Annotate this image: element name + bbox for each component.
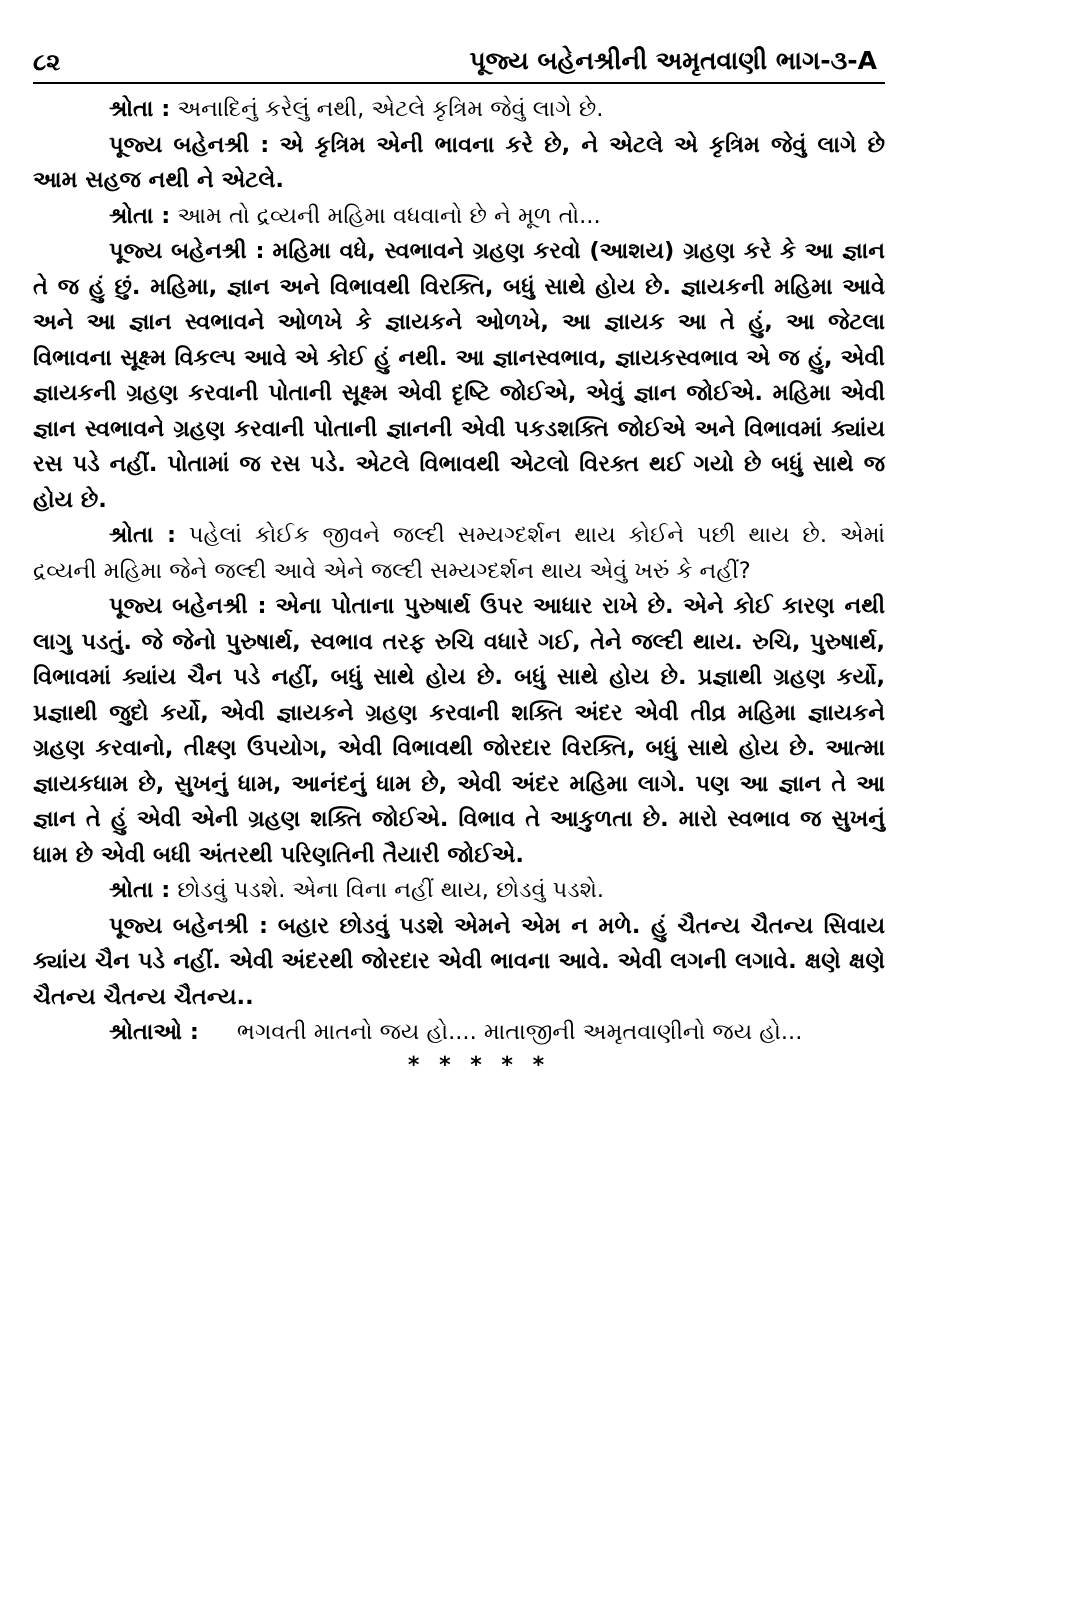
dialogue-text: છોડવું પડશે. એના વિના નહીં થાય, છોડવું પડશે. [177,877,605,903]
dialogue-text: અનાદિનું કરેલું નથી, એટલે કૃત્રિમ જેવું લાગે છે. [177,96,604,122]
page-body [33,92,885,1078]
speaker-label: પૂજ્ય બહેનશ્રી : [109,912,268,939]
dialogue-text: મહિમા વધે, સ્વભાવને ગ્રહણ કરવો (આશય) ગ્રહણ કરે કે આ જ્ઞાન તે જ હું છું. મહિમા, જ્ઞાન અને વિભાવથી વિરક્તિ, બધું સાથે હોય છે. જ્ઞાયકની મહિમા આવે અને આ જ્ઞાન સ્વભાવને ઓળખે કે જ્ઞાયકને ઓળખે, આ જ્ઞાયક આ તે હું, આ જેટલા વિભાવના સૂક્ષ્મ વિકલ્પ આવે એ કોઈ હું નથી. આ જ્ઞાનસ્વભાવ, જ્ઞાયકસ્વભાવ એ જ હું, એવી જ્ઞાયકની ગ્રહણ કરવાની પોતાની સૂક્ષ્મ એવી દૃષ્ટિ જોઈએ, એવું જ્ઞાન જોઈએ. મહિમા એવી જ્ઞાન સ્વભાવને ગ્રહણ કરવાની પોતાની જ્ઞાનની એવી પકડશક્તિ જોઈએ અને વિભાવમાં ક્યાંય રસ પડે નહીં. પોતામાં જ રસ પડે. એટલે વિભાવથી એટલો વિરક્ત થઈ ગયો છે બધું સાથે જ હોય છે. [33,238,885,513]
closing-text: ભગવતી માતનો જય હો.... માતાજીની અમૃતવાણીનો જય હો... [236,1019,803,1045]
speaker-label: શ્રોતા : [109,96,171,122]
speaker-label: શ્રોતા : [109,522,176,548]
speaker-label: પૂજ્ય બહેનશ્રી : [109,593,267,619]
page-number: ૮૨ [33,48,61,76]
page-header [33,40,885,84]
end-mark: * * * * * [407,1052,551,1078]
dialogue-text: એ કૃત્રિમ એની ભાવના કરે છે, ને એટલે એ કૃત્રિમ જેવું લાગે છે આમ સહજ નથી ને એટલે. [33,131,885,193]
closing-paragraph [33,1015,885,1051]
speaker-label: પૂજ્ય બહેનશ્રી : [109,131,270,158]
speaker-label: શ્રોતા : [109,202,171,229]
dialogue-paragraph [33,234,885,518]
dialogue-paragraph [33,128,885,199]
dialogue-text: એના પોતાના પુરુષાર્થ ઉપર આધાર રાખે છે. એને કોઈ કારણ નથી લાગુ પડતું. જે જેનો પુરુષાર્થ, સ્વભાવ તરફ રુચિ વધારે ગઈ, તેને જલ્દી થાય. રુચિ, પુરુષાર્થ, વિભાવમાં ક્યાંય ચૈન પડે નહીં, બધું સાથે હોય છે. બધું સાથે હોય છે. પ્રજ્ઞાથી ગ્રહણ કર્યો, પ્રજ્ઞાથી જુદો કર્યો, એવી જ્ઞાયકને ગ્રહણ કરવાની શક્તિ અંદર એવી તીવ્ર મહિમા જ્ઞાયકને ગ્રહણ કરવાનો, તીક્ષ્ણ ઉપયોગ, એવી વિભાવથી જોરદાર વિરક્તિ, બધું સાથે હોય છે. આત્મા જ્ઞાયકધામ છે, સુખનું ધામ, આનંદનું ધામ છે, એવી અંદર મહિમા લાગે. પણ આ જ્ઞાન તે આ જ્ઞાન તે હું એવી એની ગ્રહણ શક્તિ જોઈએ. વિભાવ તે આકુળતા છે. મારો સ્વભાવ જ સુખનું ધામ છે એવી બધી અંતરથી પરિણતિની તૈયારી જોઈએ. [33,593,886,868]
dialogue-text: પહેલાં કોઈક જીવને જલ્દી સમ્યગ્દર્શન થાય કોઈને પછી થાય છે. એમાં દ્રવ્યની મહિમા જેને જલ્દી આવે એને જલ્દી સમ્યગ્દર્શન થાય એવું ખરું કે નહીં? [33,522,886,584]
dialogue-paragraph [33,92,885,128]
dialogue-text: બહાર છોડવું પડશે એમને એમ ન મળે. હું ચૈતન્ય ચૈતન્ય સિવાય ક્યાંય ચૈન પડે નહીં. એવી અંદરથી જોરદાર એવી ભાવના આવે. એવી લગની લગાવે. ક્ષણે ક્ષણે ચૈતન્ય ચૈતન્ય ચૈતન્ય.. [33,912,885,1010]
dialogue-paragraph [33,199,885,235]
dialogue-paragraph [33,873,885,909]
dialogue-paragraph [33,909,885,1016]
dialogue-paragraph [33,518,885,589]
speaker-label: પૂજ્ય બહેનશ્રી : [109,238,265,264]
running-title: પૂજ્ય બહેનશ્રીની અમૃતવાણી ભાગ-૩-A [469,46,877,75]
page [33,40,885,1078]
dialogue-paragraph [33,589,885,873]
speaker-label: શ્રોતાઓ : [109,1019,199,1045]
dialogue-text: આમ તો દ્રવ્યની મહિમા વધવાનો છે ને મૂળ તો... [177,202,601,229]
speaker-label: શ્રોતા : [109,877,171,903]
